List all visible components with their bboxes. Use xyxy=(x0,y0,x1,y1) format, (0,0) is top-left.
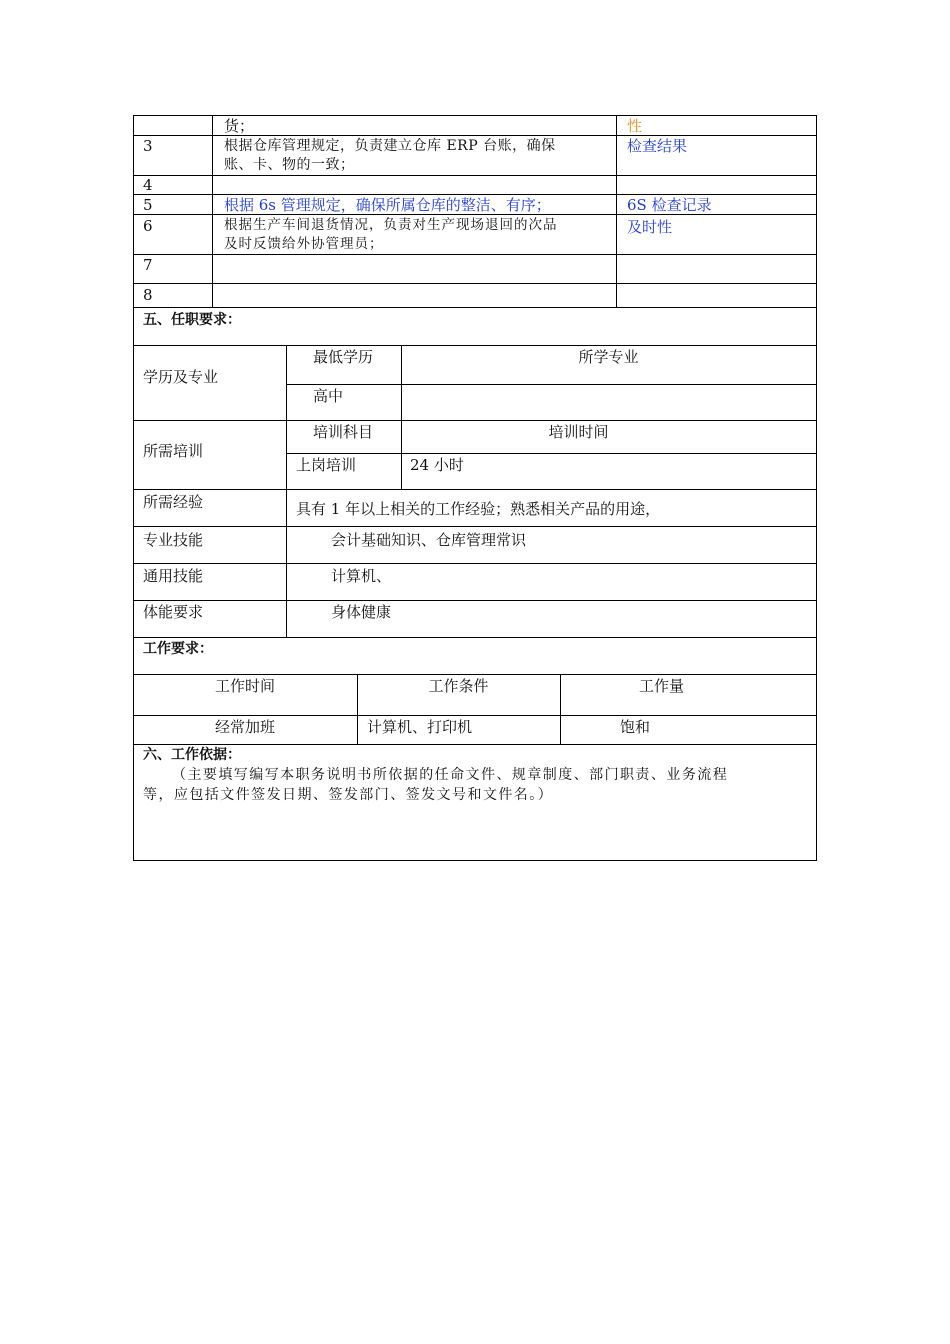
qualifications-heading: 五、任职要求： xyxy=(143,312,241,328)
duty-row-3-content-line2: 账、卡、物的一致； xyxy=(224,157,355,173)
work-basis-heading: 六、工作依据： xyxy=(143,747,241,763)
duty-row-3-content-line1: 根据仓库管理规定，负责建立仓库 ERP 台账，确保 xyxy=(224,138,556,154)
work-requirements-heading: 工作要求： xyxy=(143,641,213,657)
professional-skills-value: 会计基础知识、仓库管理常识 xyxy=(331,531,527,549)
education-label: 学历及专业 xyxy=(143,368,219,386)
duty-row-3-number: 3 xyxy=(143,137,153,155)
duty-row-5-standard: 6S 检查记录 xyxy=(627,196,712,214)
training-time-value: 24 小时 xyxy=(410,456,464,474)
experience-label: 所需经验 xyxy=(143,493,204,511)
workload-header: 工作量 xyxy=(638,677,684,695)
workload-value: 饱和 xyxy=(620,718,651,736)
professional-skills-label: 专业技能 xyxy=(143,531,204,549)
general-skills-value: 计算机、 xyxy=(331,567,392,585)
duty-row-6-standard: 及时性 xyxy=(627,218,673,236)
general-skills-label: 通用技能 xyxy=(143,567,204,585)
duty-row-3-standard: 检查结果 xyxy=(627,137,688,155)
training-time-header: 培训时间 xyxy=(548,423,609,441)
duty-row-2-content: 货； xyxy=(224,117,255,135)
duty-row-7-number: 7 xyxy=(143,256,153,274)
experience-value: 具有 1 年以上相关的工作经验；熟悉相关产品的用途， xyxy=(296,500,661,518)
work-conditions-header: 工作条件 xyxy=(428,677,489,695)
duty-row-6-number: 6 xyxy=(143,217,153,235)
duty-row-6-content-line1: 根据生产车间退货情况，负责对生产现场退回的次品 xyxy=(224,217,558,233)
work-conditions-value: 计算机、打印机 xyxy=(367,718,473,736)
duty-row-4-number: 4 xyxy=(143,176,153,194)
min-education-header: 最低学历 xyxy=(313,348,374,366)
duty-row-5-number: 5 xyxy=(143,196,153,214)
duty-row-2-standard: 性 xyxy=(627,117,643,135)
duty-row-6-content-line2: 及时反馈给外协管理员； xyxy=(224,236,384,252)
duty-row-5-content: 根据 6s 管理规定，确保所属仓库的整洁、有序； xyxy=(224,196,551,214)
training-label: 所需培训 xyxy=(143,442,204,460)
major-header: 所学专业 xyxy=(578,348,639,366)
work-basis-note-line1: （主要填写编写本职务说明书所依据的任命文件、规章制度、部门职责、业务流程 xyxy=(172,767,729,783)
training-subject-value: 上岗培训 xyxy=(296,456,357,474)
work-basis-note-line2: 等，应包括文件签发日期、签发部门、签发文号和文件名。） xyxy=(143,787,554,803)
physical-requirement-value: 身体健康 xyxy=(331,603,392,621)
min-education-value: 高中 xyxy=(313,387,344,405)
duty-row-8-number: 8 xyxy=(143,286,153,304)
physical-requirement-label: 体能要求 xyxy=(143,603,204,621)
training-subject-header: 培训科目 xyxy=(313,423,374,441)
work-time-header: 工作时间 xyxy=(214,677,275,695)
work-time-value: 经常加班 xyxy=(214,718,275,736)
